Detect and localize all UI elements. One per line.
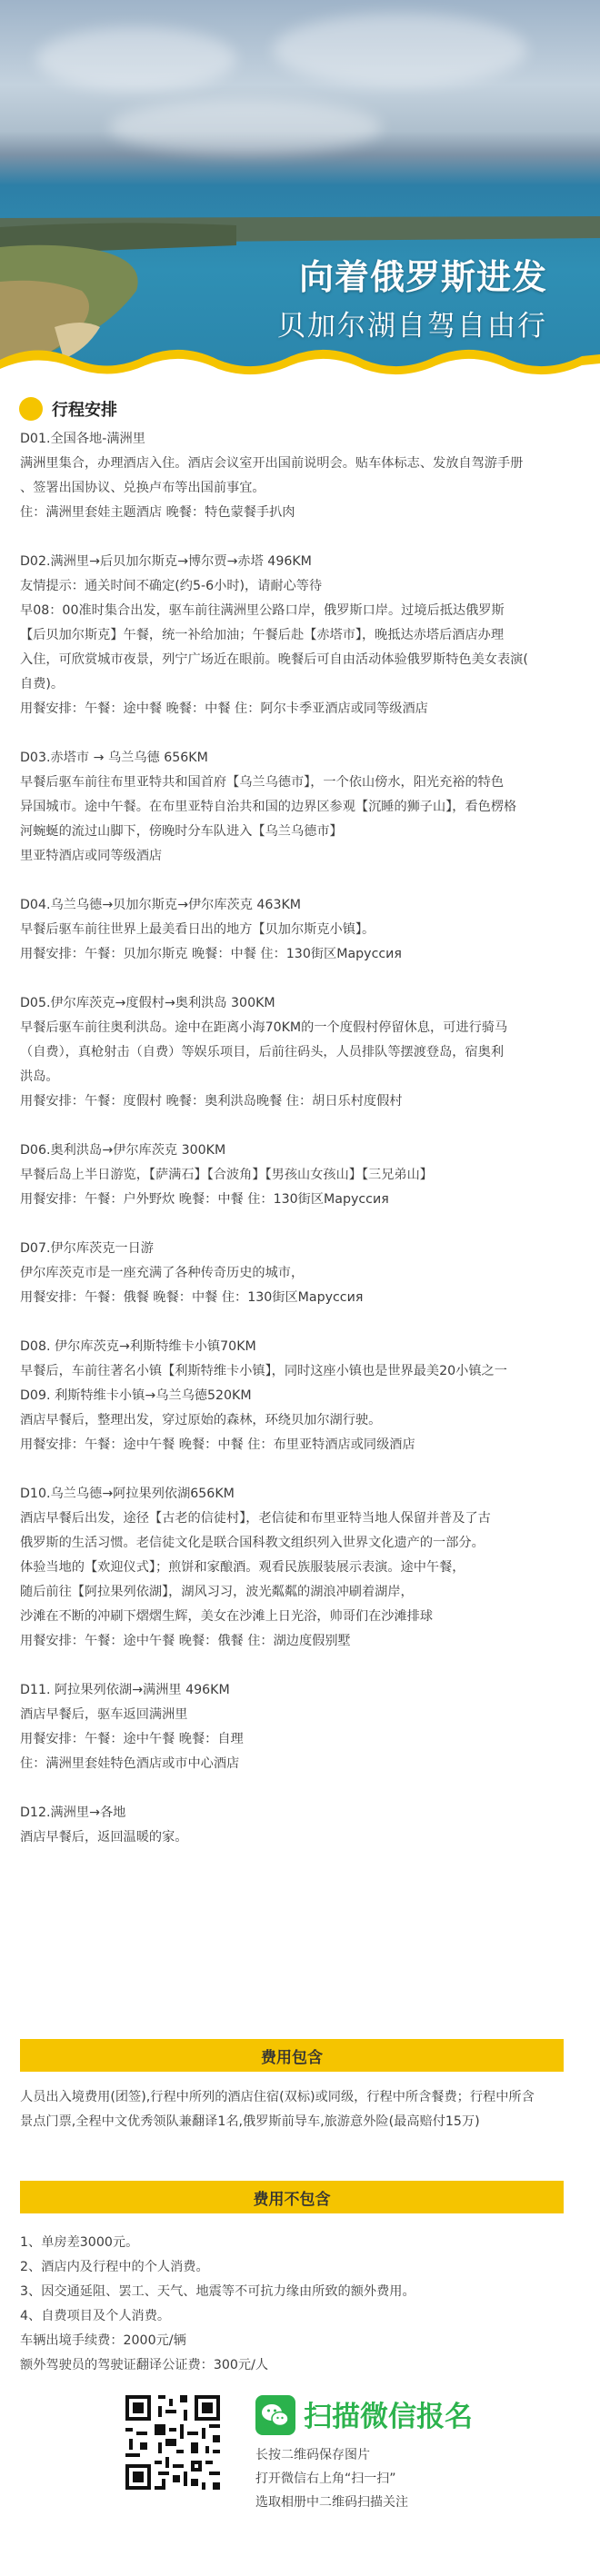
excluded-line: 3、因交通延阻、罢工、天气、地震等不可抗力缘由所致的额外费用。 bbox=[20, 2284, 415, 2299]
excluded-text bbox=[20, 2231, 584, 2378]
day-title: D04.乌兰乌德→贝加尔斯克→伊尔库茨克 463KM bbox=[20, 898, 302, 912]
excluded-line: 4、自费项目及个人消费。 bbox=[20, 2309, 171, 2323]
day-block bbox=[0, 1237, 600, 1310]
excluded-line: 车辆出境手续费：2000元/辆 bbox=[20, 2333, 186, 2348]
signup-step: 选取相册中二维码扫描关注 bbox=[255, 2495, 408, 2510]
day-block bbox=[0, 1678, 600, 1776]
day-line: 【后贝加尔斯克】午餐，统一补给加油；午餐后赴【赤塔市】，晚抵达赤塔后酒店办理 bbox=[20, 628, 505, 642]
day-title: D08. 伊尔库茨克→利斯特维卡小镇70KM bbox=[20, 1339, 256, 1354]
day-line: 酒店早餐后，返回温暖的家。 bbox=[20, 1830, 188, 1845]
day-line: 沙滩在不断的冲刷下熠熠生辉，美女在沙滩上日光浴，帅哥们在沙滩排球 bbox=[20, 1609, 434, 1624]
excluded-line: 额外驾驶员的驾驶证翻译公证费：300元/人 bbox=[20, 2358, 269, 2372]
bullet-dot-icon bbox=[19, 397, 43, 421]
day-line: 酒店早餐后出发，途径【古老的信徒村】，老信徒和布里亚特当地人保留并普及了古 bbox=[20, 1511, 491, 1526]
day-line: 早餐后驱车前往布里亚特共和国首府【乌兰乌德市】，一个依山傍水，阳光充裕的特色 bbox=[20, 775, 505, 790]
hero-banner bbox=[0, 0, 600, 386]
included-heading-bar: 费用包含 bbox=[20, 2039, 564, 2072]
day-line: 自费)。 bbox=[20, 677, 65, 691]
day-spacer bbox=[0, 869, 600, 893]
day-line: 早餐后岛上半日游览，【萨满石】【合波角】【男孩山女孩山】【三兄弟山】 bbox=[20, 1168, 433, 1182]
hero-title-block bbox=[277, 249, 547, 343]
signup-title: 扫描微信报名 bbox=[304, 2401, 473, 2433]
qr-code[interactable] bbox=[122, 2392, 224, 2493]
excluded-heading-bar: 费用不包含 bbox=[20, 2181, 564, 2213]
day-title: D11. 阿拉果列依湖→满洲里 496KM bbox=[20, 1683, 230, 1697]
day-spacer bbox=[0, 1310, 600, 1335]
day-line: 洪岛。 bbox=[20, 1069, 59, 1084]
day-block bbox=[0, 1801, 600, 1850]
day-block bbox=[0, 991, 600, 1114]
excluded-line: 2、酒店内及行程中的个人消费。 bbox=[20, 2260, 209, 2274]
included-line: 景点门票,全程中文优秀领队兼翻译1名,俄罗斯前导车,旅游意外险(最高赔付15万) bbox=[20, 2114, 480, 2129]
day-line: 入住，可欣赏城市夜景，列宁广场近在眼前。晚餐后可自由活动体验俄罗斯特色美女表演( bbox=[20, 652, 528, 667]
day-line: 随后前往【阿拉果列依湖】，湖风习习，波光粼粼的湖浪冲刷着湖岸， bbox=[20, 1585, 414, 1599]
day-line: 住：满洲里套娃主题酒店 晚餐：特色蒙餐手扒肉 bbox=[20, 505, 295, 520]
signup-step: 打开微信右上角“扫一扫” bbox=[255, 2472, 396, 2486]
day-line: D09. 利斯特维卡小镇→乌兰乌德520KM bbox=[20, 1388, 252, 1403]
day-title: D12.满洲里→各地 bbox=[20, 1805, 126, 1820]
day-line: 早餐后驱车前往奥利洪岛。途中在距离小海70KM的一个度假村停留休息，可进行骑马 bbox=[20, 1020, 508, 1035]
day-line: 早餐后，车前往著名小镇【利斯特维卡小镇】，同时这座小镇也是世界最美20小镇之一 bbox=[20, 1364, 507, 1378]
day-title: D05.伊尔库茨克→度假村→奥利洪岛 300KM bbox=[20, 996, 275, 1010]
day-line: 用餐安排：午餐：途中午餐 晚餐：自理 bbox=[20, 1732, 244, 1746]
day-spacer bbox=[0, 1114, 600, 1139]
day-line: 满洲里集合，办理酒店入住。酒店会议室开出国前说明会。贴车体标志、发放自驾游手册 bbox=[20, 456, 524, 471]
day-spacer bbox=[0, 1776, 600, 1801]
day-title: D10.乌兰乌德→阿拉果列依湖656KM bbox=[20, 1487, 235, 1501]
day-line: 体验当地的【欢迎仪式】；煎饼和家酿酒。观看民族服装展示表演。途中午餐， bbox=[20, 1560, 465, 1575]
day-list bbox=[0, 427, 600, 1850]
day-title: D03.赤塔市 → 乌兰乌德 656KM bbox=[20, 751, 208, 765]
day-line: 早餐后驱车前往世界上最美看日出的地方【贝加尔斯克小镇】。 bbox=[20, 922, 375, 937]
day-block bbox=[0, 550, 600, 721]
day-block bbox=[0, 893, 600, 967]
day-line: 用餐安排：午餐：俄餐 晚餐：中餐 住：130街区Маруссия bbox=[20, 1290, 364, 1305]
day-line: 用餐安排：午餐：户外野炊 晚餐：中餐 住：130街区Маруссия bbox=[20, 1192, 389, 1207]
day-title: D01.全国各地-满洲里 bbox=[20, 432, 145, 446]
day-spacer bbox=[0, 525, 600, 550]
day-block bbox=[0, 427, 600, 525]
wechat-icon bbox=[255, 2395, 295, 2435]
day-block bbox=[0, 1335, 600, 1457]
day-title: D07.伊尔库茨克一日游 bbox=[20, 1241, 154, 1256]
included-line: 人员出入境费用(团签),行程中所列的酒店住宿(双标)或同级，行程中所含餐费；行程中所含 bbox=[20, 2090, 535, 2104]
day-spacer bbox=[0, 1212, 600, 1237]
day-line: 里亚特酒店或同等级酒店 bbox=[20, 849, 163, 863]
day-line: 住：满洲里套娃特色酒店或市中心酒店 bbox=[20, 1756, 240, 1771]
day-line: 友情提示：通关时间不确定(约5-6小时)，请耐心等待 bbox=[20, 579, 323, 593]
day-line: 用餐安排：午餐：途中午餐 晚餐：中餐 住：布里亚特酒店或同级酒店 bbox=[20, 1437, 415, 1452]
day-line: 酒店早餐后，驱车返回满洲里 bbox=[20, 1707, 188, 1722]
day-line: 用餐安排：午餐：度假村 晚餐：奥利洪岛晚餐 住：胡日乐村度假村 bbox=[20, 1094, 403, 1109]
itinerary-section bbox=[0, 391, 600, 1850]
day-line: 早08：00准时集合出发，驱车前往满洲里公路口岸，俄罗斯口岸。过境后抵达俄罗斯 bbox=[20, 603, 505, 618]
day-title: D06.奥利洪岛→伊尔库茨克 300KM bbox=[20, 1143, 226, 1158]
day-line: 用餐安排：午餐：途中午餐 晚餐：俄餐 住：湖边度假别墅 bbox=[20, 1634, 351, 1648]
day-line: 、签署出国协议、兑换卢布等出国前事宜。 bbox=[20, 481, 265, 495]
day-line: 异国城市。途中午餐。在布里亚特自治共和国的边界区参观【沉睡的狮子山】，看色楞格 bbox=[20, 800, 517, 814]
day-spacer bbox=[0, 1654, 600, 1678]
day-block bbox=[0, 1139, 600, 1212]
included-text bbox=[20, 2085, 584, 2134]
day-block bbox=[0, 746, 600, 869]
day-spacer bbox=[0, 967, 600, 991]
itinerary-heading: 行程安排 bbox=[0, 391, 600, 427]
hero-title: 向着俄罗斯进发 bbox=[298, 257, 547, 297]
day-line: 伊尔库茨克市是一座充满了各种传奇历史的城市， bbox=[20, 1266, 305, 1280]
signup-step: 长按二维码保存图片 bbox=[255, 2448, 370, 2462]
day-line: 俄罗斯的生活习惯。老信徒文化是联合国科教文组织列入世界文化遗产的一部分。 bbox=[20, 1536, 485, 1550]
hero-subtitle: 贝加尔湖自驾自由行 bbox=[277, 310, 547, 343]
day-spacer bbox=[0, 1457, 600, 1482]
day-line: 酒店早餐后，整理出发，穿过原始的森林，环绕贝加尔湖行驶。 bbox=[20, 1413, 382, 1427]
day-line: 用餐安排：午餐：途中餐 晚餐：中餐 住：阿尔卡季亚酒店或同等级酒店 bbox=[20, 701, 428, 716]
day-block bbox=[0, 1482, 600, 1654]
day-line: （自费），真枪射击（自费）等娱乐项目，后前往码头，人员排队等摆渡登岛，宿奥利 bbox=[20, 1045, 505, 1059]
wave-divider bbox=[0, 342, 600, 386]
day-title: D02.满洲里→后贝加尔斯克→博尔贾→赤塔 496KM bbox=[20, 554, 312, 569]
excluded-line: 1、单房差3000元。 bbox=[20, 2235, 139, 2250]
day-line: 用餐安排：午餐：贝加尔斯克 晚餐：中餐 住：130街区Маруссия bbox=[20, 947, 402, 961]
day-spacer bbox=[0, 721, 600, 746]
day-line: 河蜿蜒的流过山脚下，傍晚时分车队进入【乌兰乌德市】 bbox=[20, 824, 343, 839]
